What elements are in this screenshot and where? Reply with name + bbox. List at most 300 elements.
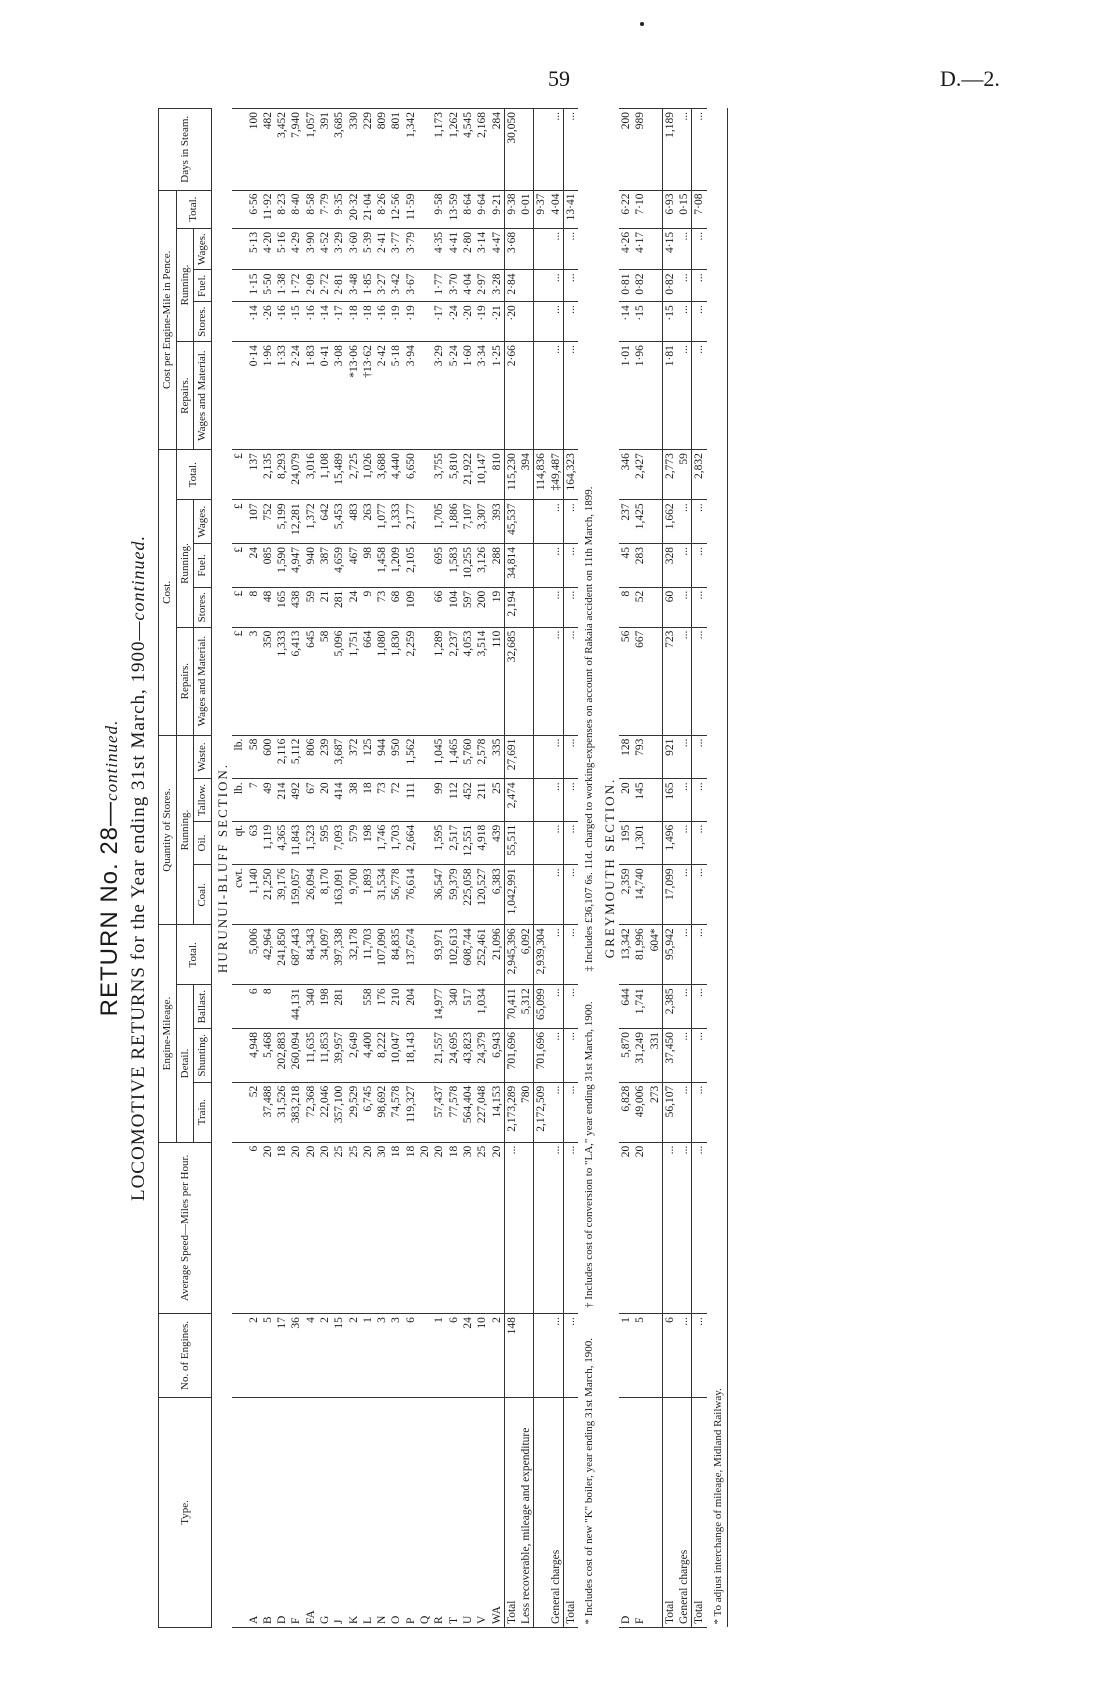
table-cell: 93,971 xyxy=(432,925,446,985)
unit-cell xyxy=(232,925,246,985)
table-cell: ... xyxy=(692,985,707,1029)
table-cell: ... xyxy=(549,821,564,865)
table-cell: ... xyxy=(692,779,707,821)
table-cell: 49 xyxy=(261,779,275,821)
table-cell: 1,590 xyxy=(275,544,289,588)
table-cell: ... xyxy=(549,1082,564,1142)
table-cell: 7,940 xyxy=(289,109,303,191)
table-cell: O xyxy=(389,1397,403,1627)
footnote: † Includes cost of conversion to "LA," year ending 31st March, 1900. xyxy=(583,1001,596,1308)
table-cell: †13·62 xyxy=(361,342,375,450)
table-cell: L xyxy=(361,1397,375,1627)
units-row xyxy=(232,109,246,1628)
table-cell: 1,209 xyxy=(389,544,403,588)
table-cell: 438 xyxy=(289,587,303,627)
table-cell: 14,977 xyxy=(432,985,446,1029)
col-stores-pence: Stores. xyxy=(194,302,212,342)
table-cell: ... xyxy=(692,821,707,865)
table-cell: 115,230 xyxy=(504,450,519,500)
table-cell: ... xyxy=(549,779,564,821)
table-cell: ... xyxy=(677,985,692,1029)
table-cell: 59 xyxy=(304,587,318,627)
table-cell: 1,189 xyxy=(662,109,677,191)
table-cell: 1,583 xyxy=(447,544,461,588)
table-cell: ·20 xyxy=(461,302,475,342)
table-cell: 12,551 xyxy=(461,821,475,865)
section-greymouth xyxy=(599,109,619,1628)
table-row xyxy=(692,109,707,1628)
table-cell: 45 xyxy=(619,544,633,588)
table-cell: ... xyxy=(677,587,692,627)
table-cell: 55,511 xyxy=(504,821,519,865)
table-cell: ... xyxy=(549,544,564,588)
table-cell: 3·48 xyxy=(347,270,361,302)
table-cell xyxy=(519,587,534,627)
table-cell: 8·26 xyxy=(375,190,389,228)
table-cell: 1·33 xyxy=(275,342,289,450)
table-cell: 18,143 xyxy=(404,1029,418,1083)
table-cell: 3·90 xyxy=(304,228,318,270)
table-cell xyxy=(418,1082,432,1142)
col-wages-material: Wages and Material. xyxy=(194,627,212,735)
table-cell: 801 xyxy=(389,109,403,191)
table-cell: 8 xyxy=(247,587,261,627)
table-cell: 467 xyxy=(347,544,361,588)
table-cell: 6,413 xyxy=(289,627,303,735)
table-cell: 109 xyxy=(404,587,418,627)
table-cell xyxy=(519,1029,534,1083)
table-cell xyxy=(648,587,663,627)
col-days: Days in Steam. xyxy=(159,109,212,191)
table-cell: 383,218 xyxy=(289,1082,303,1142)
table-cell: ... xyxy=(549,925,564,985)
table-cell: 3 xyxy=(375,1314,389,1398)
table-cell: 1,342 xyxy=(404,109,418,191)
table-cell: 19 xyxy=(490,587,505,627)
table-cell: 56 xyxy=(619,627,633,735)
table-cell: 3·08 xyxy=(332,342,346,450)
col-pence-total: Total. xyxy=(176,190,211,228)
table-cell: 39,957 xyxy=(332,1029,346,1083)
table-cell: 4,947 xyxy=(289,544,303,588)
footnote: * Includes cost of new "K" boiler, year ending 31st March, 1900. xyxy=(583,1337,596,1625)
table-cell: 20 xyxy=(318,1142,332,1313)
table-cell: ·19 xyxy=(404,302,418,342)
table-cell: 163,091 xyxy=(332,865,346,925)
table-cell: 260,094 xyxy=(289,1029,303,1083)
unit-cell xyxy=(232,1082,246,1142)
table-cell: ... xyxy=(549,109,564,191)
table-cell: 335 xyxy=(490,735,505,779)
table-cell: 793 xyxy=(633,735,647,779)
table-cell: 3·68 xyxy=(504,228,519,270)
table-cell: 9·37 xyxy=(534,190,549,228)
table-cell: 25 xyxy=(347,1142,361,1313)
table-cell: 13,342 xyxy=(619,925,633,985)
table-cell: 597 xyxy=(461,587,475,627)
table-row xyxy=(247,109,261,1628)
table-cell: 2,773 xyxy=(662,450,677,500)
table-cell: 6 xyxy=(447,1314,461,1398)
table-cell: 2,194 xyxy=(504,587,519,627)
unit-cell xyxy=(232,109,246,191)
table-cell: G xyxy=(318,1397,332,1627)
table-cell xyxy=(519,1314,534,1398)
table-cell: 84,343 xyxy=(304,925,318,985)
table-cell: 393 xyxy=(490,500,505,544)
table-cell: 2 xyxy=(318,1314,332,1398)
table-cell: 1·96 xyxy=(261,342,275,450)
table-cell: 340 xyxy=(447,985,461,1029)
table-cell: 148 xyxy=(504,1314,519,1398)
table-cell: ... xyxy=(564,587,579,627)
table-cell: ·21 xyxy=(490,302,505,342)
table-cell: 5,006 xyxy=(247,925,261,985)
table-cell: 58 xyxy=(247,735,261,779)
table-cell xyxy=(648,779,663,821)
table-cell: 68 xyxy=(389,587,403,627)
table-row xyxy=(332,109,346,1628)
table-cell: 11,635 xyxy=(304,1029,318,1083)
table-cell: 1,703 xyxy=(389,821,403,865)
table-cell: 1,465 xyxy=(447,735,461,779)
table-cell: 18 xyxy=(404,1142,418,1313)
table-cell: ... xyxy=(692,587,707,627)
table-cell: 3·14 xyxy=(475,228,489,270)
table-cell: 32,685 xyxy=(504,627,519,735)
table-cell: 22,046 xyxy=(318,1082,332,1142)
table-cell: 110 xyxy=(490,627,505,735)
table-cell: 5,453 xyxy=(332,500,346,544)
table-cell: 128 xyxy=(619,735,633,779)
table-cell: 4 xyxy=(304,1314,318,1398)
table-row xyxy=(404,109,418,1628)
table-row xyxy=(461,109,475,1628)
table-cell: 263 xyxy=(361,500,375,544)
table-row xyxy=(418,109,432,1628)
table-cell: 104 xyxy=(447,587,461,627)
table-cell xyxy=(418,779,432,821)
table-cell: 120,527 xyxy=(475,865,489,925)
table-cell: 4·26 xyxy=(619,228,633,270)
table-cell: 1·01 xyxy=(619,342,633,450)
table-cell: 644 xyxy=(619,985,633,1029)
table-cell: 2,173,289 xyxy=(504,1082,519,1142)
table-cell: ... xyxy=(692,342,707,450)
table-cell: 119,327 xyxy=(404,1082,418,1142)
table-cell: 2,517 xyxy=(447,821,461,865)
table-cell: 8·64 xyxy=(461,190,475,228)
table-cell: 9·58 xyxy=(432,190,446,228)
table-cell: 241,850 xyxy=(275,925,289,985)
table-cell: 8,170 xyxy=(318,865,332,925)
table-cell: 1,458 xyxy=(375,544,389,588)
table-cell: 372 xyxy=(347,735,361,779)
table-cell: ... xyxy=(564,544,579,588)
table-cell: 4·52 xyxy=(318,228,332,270)
unit-cell: cwt. xyxy=(232,865,246,925)
table-cell: 74,578 xyxy=(389,1082,403,1142)
table-cell: 564,404 xyxy=(461,1082,475,1142)
table-cell: 5·39 xyxy=(361,228,375,270)
table-cell: 6,828 xyxy=(619,1082,633,1142)
table-cell: 198 xyxy=(361,821,375,865)
table-cell: 6 xyxy=(404,1314,418,1398)
table-cell: ... xyxy=(692,865,707,925)
table-cell: 3,514 xyxy=(475,627,489,735)
table-cell: 15,489 xyxy=(332,450,346,500)
table-cell: 24,695 xyxy=(447,1029,461,1083)
table-cell: 330 xyxy=(347,109,361,191)
table-cell: R xyxy=(432,1397,446,1627)
table-cell: Total xyxy=(662,1397,677,1627)
locomotive-returns-table xyxy=(158,108,728,1628)
table-cell: 211 xyxy=(475,779,489,821)
table-cell: ... xyxy=(549,302,564,342)
table-cell: 809 xyxy=(375,109,389,191)
table-cell: 9·35 xyxy=(332,190,346,228)
table-cell: 6,650 xyxy=(404,450,418,500)
footnotes xyxy=(707,109,728,1628)
table-cell: ·15 xyxy=(289,302,303,342)
table-cell: 20 xyxy=(418,1142,432,1313)
table-cell: 2,116 xyxy=(275,735,289,779)
table-cell xyxy=(418,735,432,779)
table-cell: 3·29 xyxy=(432,342,446,450)
table-cell: 394 xyxy=(519,450,534,500)
table-cell: ... xyxy=(677,627,692,735)
table-cell xyxy=(534,821,549,865)
table-cell: 34,097 xyxy=(318,925,332,985)
table-cell: 2·24 xyxy=(289,342,303,450)
unit-cell xyxy=(232,190,246,228)
table-cell: 4·20 xyxy=(261,228,275,270)
table-row xyxy=(504,109,519,1628)
table-cell: 3·70 xyxy=(447,270,461,302)
table-cell: 20 xyxy=(490,1142,505,1313)
table-cell: 95,942 xyxy=(662,925,677,985)
table-cell: F xyxy=(633,1397,647,1627)
table-cell: 24 xyxy=(247,544,261,588)
table-cell: 2,237 xyxy=(447,627,461,735)
table-cell: 125 xyxy=(361,735,375,779)
table-cell: 780 xyxy=(519,1082,534,1142)
table-cell: ... xyxy=(692,1029,707,1083)
table-cell: ... xyxy=(564,228,579,270)
table-cell: 3·34 xyxy=(475,342,489,450)
table-cell xyxy=(534,779,549,821)
table-cell: 37,488 xyxy=(261,1082,275,1142)
table-cell: 48 xyxy=(261,587,275,627)
table-cell: 111 xyxy=(404,779,418,821)
table-cell xyxy=(534,587,549,627)
table-cell: 4,918 xyxy=(475,821,489,865)
table-cell: 558 xyxy=(361,985,375,1029)
table-cell: 1,425 xyxy=(633,500,647,544)
table-cell: 9·21 xyxy=(490,190,505,228)
table-cell: 664 xyxy=(361,627,375,735)
table-row xyxy=(447,109,461,1628)
table-row xyxy=(662,109,677,1628)
table-cell: 3,307 xyxy=(475,500,489,544)
table-cell: 10,047 xyxy=(389,1029,403,1083)
table-cell: 34,814 xyxy=(504,544,519,588)
table-cell: 5,096 xyxy=(332,627,346,735)
table-cell xyxy=(534,1314,549,1398)
table-cell: 2 xyxy=(247,1314,261,1398)
col-running-cost: Running. xyxy=(176,500,194,627)
table-cell: 15 xyxy=(332,1314,346,1398)
table-row xyxy=(347,109,361,1628)
table-cell: 5·13 xyxy=(247,228,261,270)
table-cell: 21 xyxy=(318,587,332,627)
table-cell: 3,452 xyxy=(275,109,289,191)
table-cell: 642 xyxy=(318,500,332,544)
col-wm-pence: Wages and Material. xyxy=(194,342,212,450)
table-cell: 1·60 xyxy=(461,342,475,450)
unit-cell: £ xyxy=(232,500,246,544)
table-cell: 73 xyxy=(375,587,389,627)
table-cell: ... xyxy=(662,1142,677,1313)
table-cell: 1,562 xyxy=(404,735,418,779)
table-cell: 0·14 xyxy=(247,342,261,450)
table-cell: 1,289 xyxy=(432,627,446,735)
table-cell: 2·80 xyxy=(461,228,475,270)
table-cell: 58 xyxy=(318,627,332,735)
table-cell: 14,153 xyxy=(490,1082,505,1142)
unit-cell xyxy=(232,302,246,342)
table-cell: 8,222 xyxy=(375,1029,389,1083)
table-cell xyxy=(648,270,663,302)
table-cell: 3·28 xyxy=(490,270,505,302)
table-cell: ·19 xyxy=(475,302,489,342)
table-cell xyxy=(519,302,534,342)
table-cell: 2,168 xyxy=(475,109,489,191)
table-cell: 0·82 xyxy=(662,270,677,302)
table-cell: 65,099 xyxy=(534,985,549,1029)
table-cell xyxy=(418,821,432,865)
table-cell: 2,945,396 xyxy=(504,925,519,985)
table-cell: 202,883 xyxy=(275,1029,289,1083)
table-cell: 20 xyxy=(432,1142,446,1313)
table-cell: 1,741 xyxy=(633,985,647,1029)
table-cell: 3·60 xyxy=(347,228,361,270)
table-cell: 67 xyxy=(304,779,318,821)
table-cell: 0·15 xyxy=(677,190,692,228)
table-cell xyxy=(519,270,534,302)
table-cell: 30,050 xyxy=(504,109,519,191)
table-cell: 2,427 xyxy=(633,450,647,500)
table-cell: 1,173 xyxy=(432,109,446,191)
table-cell: ... xyxy=(564,627,579,735)
table-row xyxy=(361,109,375,1628)
table-cell: *13·06 xyxy=(347,342,361,450)
table-cell: 806 xyxy=(304,735,318,779)
col-mileage-total: Total. xyxy=(176,925,211,985)
table-cell: 7,093 xyxy=(332,821,346,865)
table-cell: ‡49,487 xyxy=(549,450,564,500)
table-cell: 6·22 xyxy=(619,190,633,228)
table-cell: ... xyxy=(677,1029,692,1083)
table-cell: 6 xyxy=(247,985,261,1029)
table-cell: 2,105 xyxy=(404,544,418,588)
table-cell: 21,557 xyxy=(432,1029,446,1083)
table-cell: 452 xyxy=(461,779,475,821)
col-cost: Cost. xyxy=(159,450,177,736)
table-cell: 085 xyxy=(261,544,275,588)
table-cell: 70,411 xyxy=(504,985,519,1029)
unit-cell xyxy=(232,1314,246,1398)
table-cell: ... xyxy=(564,821,579,865)
table-cell: 7·10 xyxy=(633,190,647,228)
table-cell: ... xyxy=(549,270,564,302)
table-cell: 604* xyxy=(648,925,663,985)
table-cell: 17 xyxy=(275,1314,289,1398)
table-cell: 0·82 xyxy=(633,270,647,302)
table-cell: 1,077 xyxy=(375,500,389,544)
table-cell: 52 xyxy=(247,1082,261,1142)
table-cell xyxy=(534,109,549,191)
table-cell xyxy=(648,627,663,735)
table-cell: 30 xyxy=(375,1142,389,1313)
table-cell: ·18 xyxy=(361,302,375,342)
col-stores: Stores. xyxy=(194,587,212,627)
table-cell: 1,034 xyxy=(475,985,489,1029)
table-cell: 20·32 xyxy=(347,190,361,228)
table-cell: 36,547 xyxy=(432,865,446,925)
table-cell: 1,496 xyxy=(662,821,677,865)
table-cell xyxy=(534,1397,549,1627)
table-cell: 159,057 xyxy=(289,865,303,925)
table-cell: ... xyxy=(692,735,707,779)
table-cell xyxy=(519,228,534,270)
table-cell: 4,400 xyxy=(361,1029,375,1083)
table-cell: ... xyxy=(564,779,579,821)
table-cell: ·24 xyxy=(447,302,461,342)
table-cell: ·18 xyxy=(347,302,361,342)
table-cell: 1,751 xyxy=(347,627,361,735)
table-cell: 10,147 xyxy=(475,450,489,500)
table-cell: 8·23 xyxy=(275,190,289,228)
table-cell: 1·77 xyxy=(432,270,446,302)
table-cell xyxy=(418,270,432,302)
table-cell: 517 xyxy=(461,985,475,1029)
table-cell: 56,107 xyxy=(662,1082,677,1142)
table-cell: ... xyxy=(692,109,707,191)
table-cell: 346 xyxy=(619,450,633,500)
table-cell: 2·41 xyxy=(375,228,389,270)
table-cell xyxy=(418,500,432,544)
table-cell: 1,705 xyxy=(432,500,446,544)
col-running-stores: Running. xyxy=(176,735,194,925)
table-cell: 6 xyxy=(247,1142,261,1313)
table-cell: F xyxy=(289,1397,303,1627)
table-cell: 72,368 xyxy=(304,1082,318,1142)
table-cell: 112 xyxy=(447,779,461,821)
table-cell: 43,823 xyxy=(461,1029,475,1083)
table-cell: 39,176 xyxy=(275,865,289,925)
table-cell xyxy=(534,735,549,779)
table-body xyxy=(211,109,727,1628)
col-qty-stores: Quantity of Stores. xyxy=(159,735,177,925)
unit-cell xyxy=(232,1142,246,1313)
col-ballast: Ballast. xyxy=(194,985,212,1029)
table-cell: 695 xyxy=(432,544,446,588)
table-cell xyxy=(519,627,534,735)
table-cell: 10 xyxy=(475,1314,489,1398)
table-cell: 210 xyxy=(389,985,403,1029)
table-cell xyxy=(418,450,432,500)
